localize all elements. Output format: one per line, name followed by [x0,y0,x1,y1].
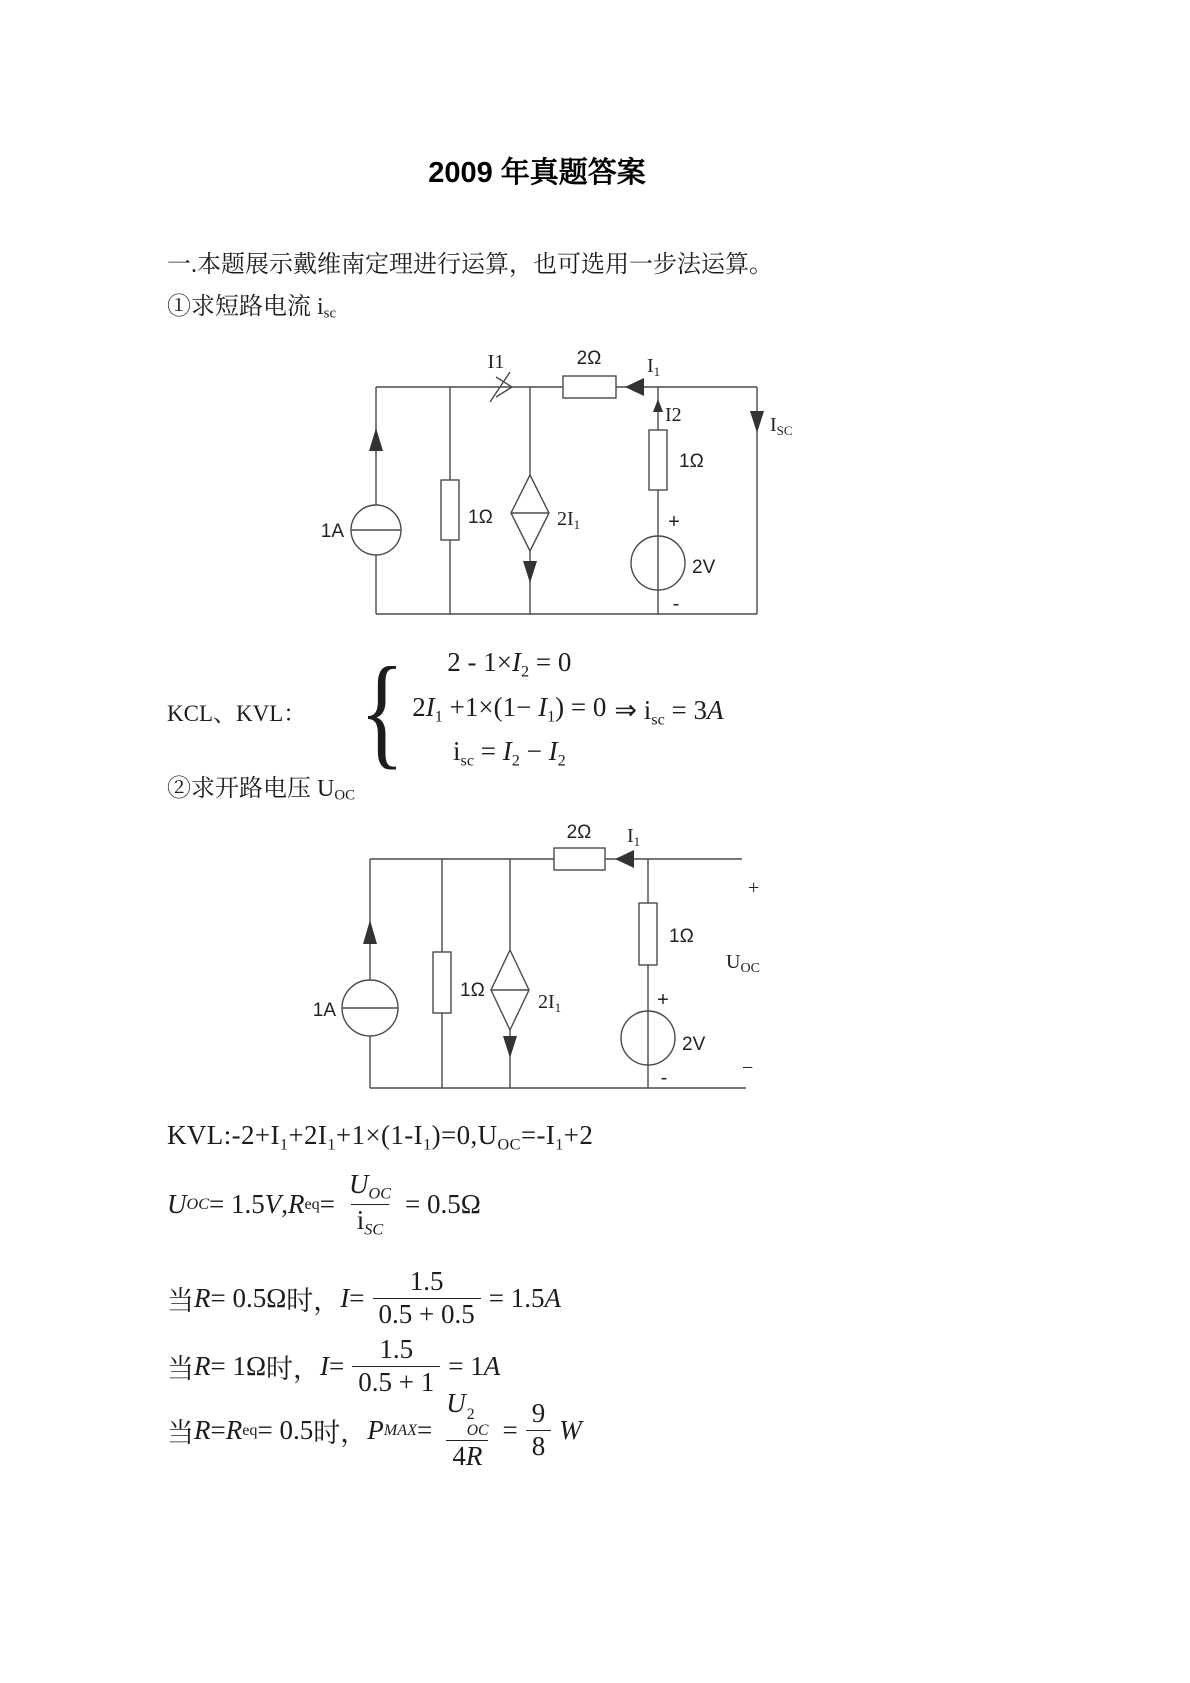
minus-sign: - [660,1067,668,1089]
plus-sign: + [668,511,680,533]
frag: +1×(1− [442,691,539,722]
frag: R [225,1414,243,1445]
frag: = [474,736,503,767]
system-line-1 [447,645,571,690]
frag: 1 [547,707,556,726]
frag: = [210,1414,226,1445]
resistor-1ohm-right-label: 1Ω [669,926,694,947]
frag: 时， [266,1353,321,1384]
nine-eighths-fraction [526,1398,552,1463]
dep-source-label: $2I_1$ [557,508,581,532]
current-source-1a [321,428,401,555]
frag: 0.5 + 0.5 [373,1298,481,1331]
resistor-1ohm-right [639,903,694,965]
kcl-kvl-system [167,642,724,781]
source-2v-label: 2V [692,557,716,578]
frag: 1.5 [379,1333,414,1364]
frag: 1 [279,1135,289,1154]
minus-sign: - [672,593,680,615]
frag: I [425,691,435,722]
current-i1-arrow [615,825,640,868]
frag: 当 [167,1417,194,1448]
frag: eq [242,1420,258,1439]
dependent-source-2i1 [491,950,561,1058]
voltage-source-2v [631,511,716,615]
frag: 1 [434,707,443,726]
frag: 1.5 [409,1265,444,1296]
resistor-1ohm-right [649,430,704,490]
frag: I [340,1282,350,1313]
uoc-req-equation [167,1168,481,1239]
frag: − [519,736,549,767]
frag: = 1.5 [209,1188,265,1219]
frag: 2 [521,662,530,681]
frag: 2 - 1× [447,647,513,677]
doc-title: 2009 年真题答案 [428,157,646,189]
current-marker-i1-label: I1 [487,351,505,373]
uoc-squared-fraction [440,1388,494,1473]
kcl-kvl-label: KCL、KVL： [167,701,307,727]
implies-arrow: ⇒ [614,694,644,725]
terminal-plus-sign: + [748,877,760,899]
frag: 当 [167,1285,194,1316]
down-arrow-icon [523,561,537,583]
frag: = 0.5 [257,1414,314,1445]
current-eq-r05 [167,1266,561,1330]
frag: R [194,1350,211,1381]
uoc-isc-fraction [343,1169,397,1240]
frag: P [367,1414,384,1445]
intro-text: 一.本题展示戴维南定理进行运算，也可选用一步法运算。 [167,252,773,278]
resistor-2ohm-top [554,822,605,870]
terminal-minus-sign: − [742,1057,754,1079]
voltage-source-2v [621,989,706,1089]
step2-heading [167,768,355,804]
frag: R [194,1414,211,1445]
frag: U 2 OC [446,1387,489,1440]
frag: KVL:-2+I [167,1120,280,1150]
frag: 8 [526,1430,552,1463]
resistor-1ohm-mid [441,480,493,540]
resistor-2ohm-top [563,348,616,398]
resistor-1ohm-right-label: 1Ω [679,451,704,472]
current-source-1a [313,920,398,1036]
frag: 9 [531,1397,546,1428]
frag: 1 [423,1135,432,1154]
frag: W [559,1414,582,1445]
resistor-2ohm-label: 2Ω [576,348,602,369]
frag: 时， [313,1417,368,1448]
resistor-1ohm-mid [433,952,485,1013]
circuit2-diagram [300,810,860,1100]
frag: 当 [167,1353,194,1384]
frag: V [264,1188,282,1219]
down-arrow-icon [503,1036,517,1058]
system-result [614,695,723,730]
down-arrow-icon [750,411,764,433]
current-i2-label: I2 [665,404,682,426]
system-line-2 [412,690,606,735]
wires [376,387,757,614]
frag: A [483,1350,501,1381]
frag: ②求开路电压 [167,776,317,802]
frag: I [320,1350,330,1381]
current-marker-i1 [488,351,512,402]
frag: R [287,1188,305,1219]
frag: I [548,736,558,767]
equation-system [412,645,606,779]
frag: OC [334,787,356,804]
frag: $i_{SC}$ [351,1204,389,1240]
frag: ) = 0 [555,691,607,722]
resistor-2ohm-label: 2Ω [566,822,592,843]
frag: = 0.5Ω [210,1282,287,1313]
source-2v-label: 2V [682,1034,706,1055]
frag: 时， [286,1285,341,1316]
frag: +2 [563,1120,594,1150]
frag: sc [460,751,474,770]
frag: i [643,694,652,725]
current-i1-label: $I_1$ [647,355,661,379]
up-arrow-icon [363,920,377,944]
frag: MAX [383,1420,418,1439]
frag: OC [497,1135,521,1154]
frag: = [319,1188,335,1219]
isc-label: $I_{SC}$ [770,414,793,438]
frag: 0.5 + 1 [352,1366,440,1399]
frag: I [502,736,512,767]
frag: sc [323,305,337,322]
frag: A [544,1282,561,1313]
frag: ①求短路电流 [167,294,317,320]
circuit1-diagram [300,315,840,645]
frag: 2 [412,691,426,722]
frag: = [502,1414,518,1445]
up-arrow-icon [369,428,383,451]
frag: $U_{OC}$ [349,1168,391,1203]
frag: sc [651,710,665,729]
plus-sign: + [657,989,669,1011]
frag: 4R [446,1440,488,1473]
frag: eq [304,1194,320,1213]
power-max-equation [167,1387,582,1471]
frag: A [706,694,724,725]
fraction [373,1266,481,1331]
frag: = 3 [664,694,707,725]
frag: I [512,647,522,677]
frag: = [349,1282,365,1313]
source-1a-label: 1A [320,521,344,542]
dep-source-label: $2I_1$ [538,991,562,1015]
frag: i [317,294,324,320]
fraction [352,1334,440,1399]
frag: = [417,1414,433,1445]
frag: +2I [288,1120,328,1150]
frag: = 0.5Ω [405,1188,481,1219]
frag: 1 [327,1135,336,1154]
current-i1-label: $I_1$ [627,825,641,849]
frag: = [329,1350,345,1381]
uoc-label: $U_{OC}$ [726,951,760,976]
frag: I [538,691,548,722]
resistor-1ohm-mid-label: 1Ω [468,507,493,528]
frag: 2 [511,751,520,770]
dependent-source-2i1 [511,475,580,583]
frag: OC [186,1194,209,1213]
frag: 1 [555,1135,564,1154]
frag: U [167,1188,187,1219]
frag: =-I [520,1120,556,1150]
frag: , [281,1188,288,1219]
frag: +1×(1-I [335,1120,424,1150]
system-brace: { [359,642,405,781]
frag: = 1 [448,1350,484,1381]
frag: R [194,1282,211,1313]
frag: = 1Ω [210,1350,267,1381]
frag: i [453,736,461,767]
frag: 2 [557,751,566,770]
frag: = 1.5 [488,1282,545,1313]
system-line-3 [453,734,566,779]
current-i1-arrow [625,355,660,396]
kvl-equation [167,1120,593,1155]
frag: = 0 [529,647,572,677]
open-terminals [726,877,760,1079]
resistor-1ohm-mid-label: 1Ω [460,980,485,1001]
frag: )=0,U [431,1120,498,1150]
source-1a-label: 1A [312,1000,336,1021]
frag: U [317,776,335,802]
